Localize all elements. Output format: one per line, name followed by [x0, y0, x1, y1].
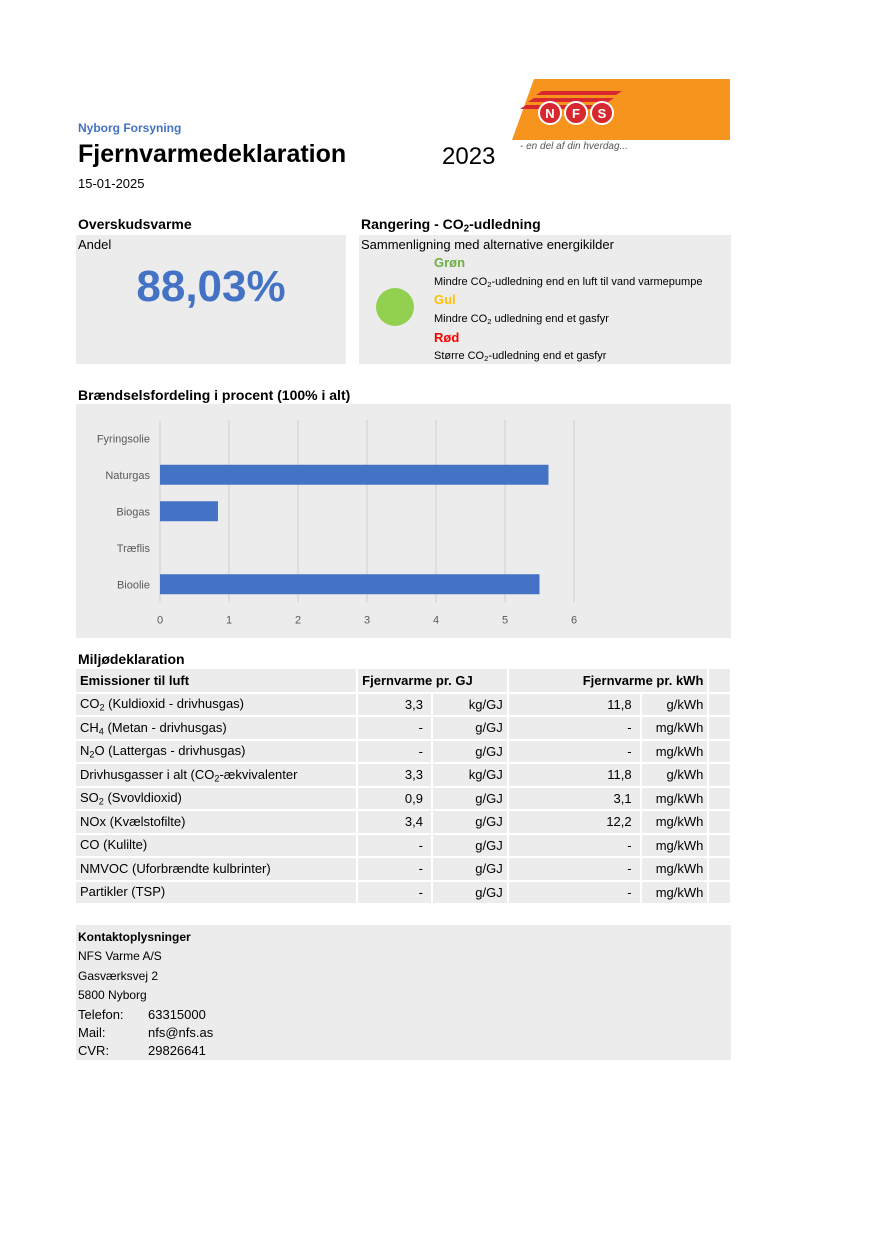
contact-company: NFS Varme A/S — [78, 949, 162, 963]
value-per-gj: - — [357, 881, 432, 905]
emission-name: $N_2O$ (Lattergas - drivhusgas) — [76, 740, 357, 764]
unit-per-kwh: mg/kWh — [641, 716, 709, 740]
value-per-gj: - — [357, 740, 432, 764]
rank-level-green-desc: Mindre $CO_2$-udledning end en luft til vand varmepumpe — [434, 276, 703, 289]
unit-per-kwh: mg/kWh — [641, 834, 709, 858]
col-per-kwh: Fjernvarme pr. kWh — [508, 669, 709, 693]
contact-city: 5800 Nyborg — [78, 988, 147, 1002]
emission-name: NMVOC (Uforbrændte kulbrinter) — [76, 857, 357, 881]
rank-level-green-name: Grøn — [434, 255, 466, 270]
unit-per-kwh: g/kWh — [641, 763, 709, 787]
y-category-label: Bioolie — [116, 579, 150, 592]
y-category-label: Fyringsolie — [96, 433, 150, 446]
unit-per-gj: g/GJ — [432, 716, 508, 740]
rangering-heading: Rangering - $CO_2$-udledning — [361, 216, 541, 235]
bar-bioolie — [160, 574, 540, 594]
value-per-gj: - — [357, 716, 432, 740]
chart-title: Brændselsfordeling i procent (100% i alt) — [78, 387, 351, 403]
emission-row — [76, 716, 731, 740]
value-per-kwh: - — [508, 881, 641, 905]
rank-level-yellow-name: Gul — [434, 292, 456, 307]
contact-street: Gasværksvej 2 — [78, 969, 159, 983]
unit-per-kwh: mg/kWh — [641, 857, 709, 881]
rank-level-red-desc: Større $CO_2$-udledning end et gasfyr — [434, 350, 607, 363]
company-name: Nyborg Forsyning — [78, 121, 182, 135]
unit-per-gj: g/GJ — [432, 740, 508, 764]
y-category-label: Biogas — [116, 506, 150, 519]
emission-row — [76, 834, 731, 858]
x-tick-label: 2 — [294, 614, 302, 627]
unit-per-gj: g/GJ — [432, 834, 508, 858]
value-per-gj: - — [357, 834, 432, 858]
emission-name: CO (Kulilte) — [76, 834, 357, 858]
value-per-kwh: 11,8 — [508, 763, 641, 787]
andel-value: 88,03% — [136, 262, 286, 311]
emission-row — [76, 740, 731, 764]
cvr-label: CVR: — [78, 1043, 110, 1058]
logo-letter-n: N — [545, 106, 555, 121]
x-tick-label: 4 — [432, 614, 440, 627]
emission-name: $SO_2$ (Svovldioxid) — [76, 787, 357, 811]
phone-value[interactable]: 63315000 — [148, 1007, 206, 1022]
value-per-gj: 3,3 — [357, 693, 432, 717]
value-per-gj: 3,4 — [357, 810, 432, 834]
value-per-kwh: 12,2 — [508, 810, 641, 834]
col-emission-name: Emissioner til luft — [76, 669, 357, 693]
logo-tagline: - en del af din hverdag... — [520, 141, 628, 152]
contact-phone-row — [78, 1007, 278, 1022]
unit-per-gj: kg/GJ — [432, 693, 508, 717]
emission-row — [76, 810, 731, 834]
emission-name: NOx (Kvælstofilte) — [76, 810, 357, 834]
rank-level-yellow-desc: Mindre $CO_2$ udledning end et gasfyr — [434, 313, 609, 326]
emission-row — [76, 787, 731, 811]
declaration-year: 2023 — [442, 143, 496, 170]
value-per-kwh: - — [508, 740, 641, 764]
miljo-heading: Miljødeklaration — [78, 651, 185, 667]
contact-heading: Kontaktoplysninger — [78, 930, 191, 944]
unit-per-kwh: g/kWh — [641, 693, 709, 717]
value-per-kwh: - — [508, 716, 641, 740]
emission-row — [76, 763, 731, 787]
emission-name: Partikler (TSP) — [76, 881, 357, 905]
andel-label: Andel — [78, 237, 112, 252]
bar-biogas — [160, 501, 218, 521]
contact-cvr-row — [78, 1043, 278, 1058]
x-tick-label: 1 — [225, 614, 233, 627]
x-tick-label: 5 — [501, 614, 509, 627]
value-per-gj: 3,3 — [357, 763, 432, 787]
unit-per-gj: kg/GJ — [432, 763, 508, 787]
unit-per-gj: g/GJ — [432, 787, 508, 811]
emissions-header-row — [76, 669, 731, 693]
cvr-value: 29826641 — [148, 1043, 206, 1058]
value-per-kwh: - — [508, 834, 641, 858]
value-per-gj: 0,9 — [357, 787, 432, 811]
x-tick-label: 3 — [363, 614, 371, 627]
unit-per-gj: g/GJ — [432, 810, 508, 834]
value-per-kwh: 3,1 — [508, 787, 641, 811]
unit-per-kwh: mg/kWh — [641, 740, 709, 764]
rangering-subtitle: Sammenligning med alternative energikilder — [361, 237, 614, 252]
declaration-date: 15-01-2025 — [78, 176, 145, 191]
emission-row — [76, 857, 731, 881]
logo-letter-s: S — [597, 106, 607, 121]
y-category-label: Træflis — [116, 542, 150, 555]
unit-per-gj: g/GJ — [432, 881, 508, 905]
row-pad — [708, 740, 731, 764]
unit-per-gj: g/GJ — [432, 857, 508, 881]
row-pad — [708, 881, 731, 905]
fuel-distribution-chart — [76, 404, 731, 638]
row-pad — [708, 693, 731, 717]
value-per-kwh: - — [508, 857, 641, 881]
rangering-panel — [359, 235, 731, 364]
emission-name: $CO_2$ (Kuldioxid - drivhusgas) — [76, 693, 357, 717]
value-per-kwh: 11,8 — [508, 693, 641, 717]
contact-panel — [76, 925, 731, 1060]
emission-row — [76, 881, 731, 905]
rank-indicator-dot — [376, 288, 414, 326]
emission-row — [76, 693, 731, 717]
mail-label: Mail: — [78, 1025, 106, 1040]
y-category-label: Naturgas — [105, 469, 150, 482]
contact-mail-row — [78, 1025, 278, 1040]
nfs-logo — [512, 79, 730, 140]
page-title: Fjernvarmedeklaration — [78, 140, 347, 168]
mail-value[interactable]: nfs@nfs.as — [148, 1025, 214, 1040]
unit-per-kwh: mg/kWh — [641, 810, 709, 834]
row-pad — [708, 857, 731, 881]
row-pad — [708, 810, 731, 834]
emission-name: Drivhusgasser i alt ($CO_2$-ækvivalenter — [76, 763, 357, 787]
phone-label: Telefon: — [78, 1007, 124, 1022]
x-tick-label: 0 — [156, 614, 164, 627]
unit-per-kwh: mg/kWh — [641, 787, 709, 811]
row-pad — [708, 834, 731, 858]
emissions-table — [76, 669, 732, 905]
row-pad — [708, 787, 731, 811]
logo-letter-f: F — [572, 106, 580, 121]
x-tick-label: 6 — [570, 614, 578, 627]
col-pad — [708, 669, 731, 693]
col-per-gj: Fjernvarme pr. GJ — [357, 669, 508, 693]
overskud-heading: Overskudsvarme — [78, 216, 192, 232]
unit-per-kwh: mg/kWh — [641, 881, 709, 905]
value-per-gj: - — [357, 857, 432, 881]
row-pad — [708, 763, 731, 787]
emission-name: $CH_4$ (Metan - drivhusgas) — [76, 716, 357, 740]
rank-level-red-name: Rød — [434, 330, 460, 345]
bar-naturgas — [160, 465, 548, 485]
row-pad — [708, 716, 731, 740]
